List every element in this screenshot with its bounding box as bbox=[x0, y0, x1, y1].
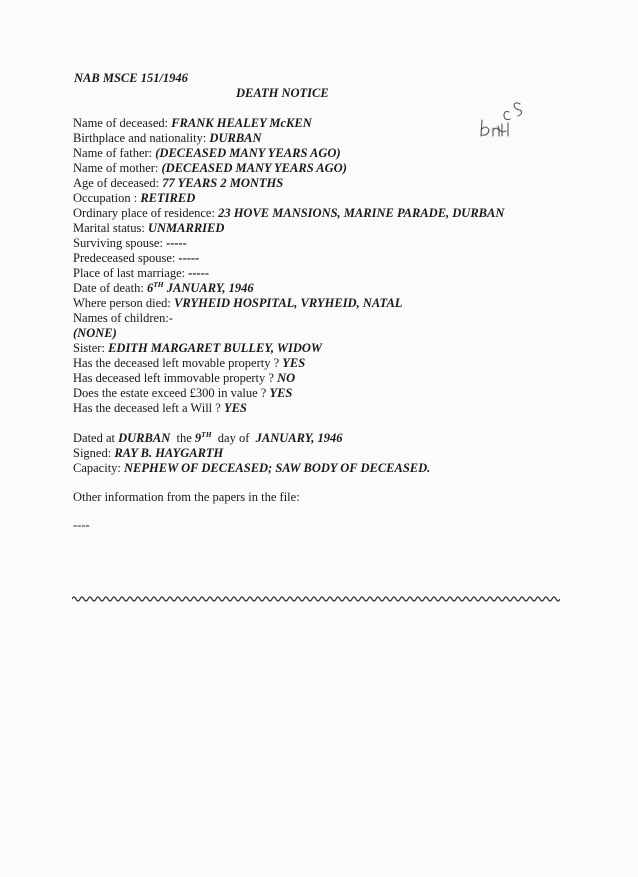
other-information-label: Other information from the papers in the file: bbox=[73, 490, 300, 504]
dated-line: Dated at DURBAN the 9TH day of JANUARY, 1946 bbox=[73, 429, 343, 445]
capacity-line: Capacity: NEPHEW OF DECEASED; SAW BODY OF DECEASED. bbox=[73, 461, 431, 475]
field-children-value: (NONE) bbox=[73, 326, 117, 340]
notice-fields bbox=[73, 116, 504, 476]
field-predeceased-spouse: Predeceased spouse: ----- bbox=[73, 251, 200, 265]
field-marital-status: Marital status: UNMARRIED bbox=[73, 221, 225, 235]
page-title: DEATH NOTICE bbox=[236, 86, 329, 100]
field-movable-property: Has the deceased left movable property ? YES bbox=[73, 356, 306, 370]
field-place-of-death: Where person died: VRYHEID HOSPITAL, VRYHEID, NATAL bbox=[73, 296, 403, 310]
field-occupation: Occupation : RETIRED bbox=[73, 191, 196, 205]
field-age: Age of deceased: 77 YEARS 2 MONTHS bbox=[73, 176, 284, 190]
field-date-of-death: Date of death: 6TH JANUARY, 1946 bbox=[73, 279, 254, 295]
field-birthplace: Birthplace and nationality: DURBAN bbox=[73, 131, 262, 145]
field-immovable-property: Has deceased left immovable property ? NO bbox=[73, 371, 296, 385]
field-will: Has the deceased left a Will ? YES bbox=[73, 401, 247, 415]
field-children-label: Names of children:- bbox=[73, 311, 173, 325]
field-father: Name of father: (DECEASED MANY YEARS AGO) bbox=[73, 146, 341, 160]
field-sister: Sister: EDITH MARGARET BULLEY, WIDOW bbox=[73, 341, 323, 355]
other-information-dash: ---- bbox=[73, 518, 90, 532]
field-estate-value: Does the estate exceed £300 in value ? YES bbox=[73, 386, 293, 400]
field-mother: Name of mother: (DECEASED MANY YEARS AGO) bbox=[73, 161, 347, 175]
signed-line: Signed: RAY B. HAYGARTH bbox=[73, 446, 224, 460]
file-reference: NAB MSCE 151/1946 bbox=[74, 71, 188, 85]
field-surviving-spouse: Surviving spouse: ----- bbox=[73, 236, 187, 250]
field-last-marriage: Place of last marriage: ----- bbox=[73, 266, 210, 280]
field-name-of-deceased: Name of deceased: FRANK HEALEY McKEN bbox=[73, 116, 312, 130]
wavy-separator bbox=[72, 594, 560, 604]
field-residence: Ordinary place of residence: 23 HOVE MANSIONS, MARINE PARADE, DURBAN bbox=[73, 206, 505, 220]
